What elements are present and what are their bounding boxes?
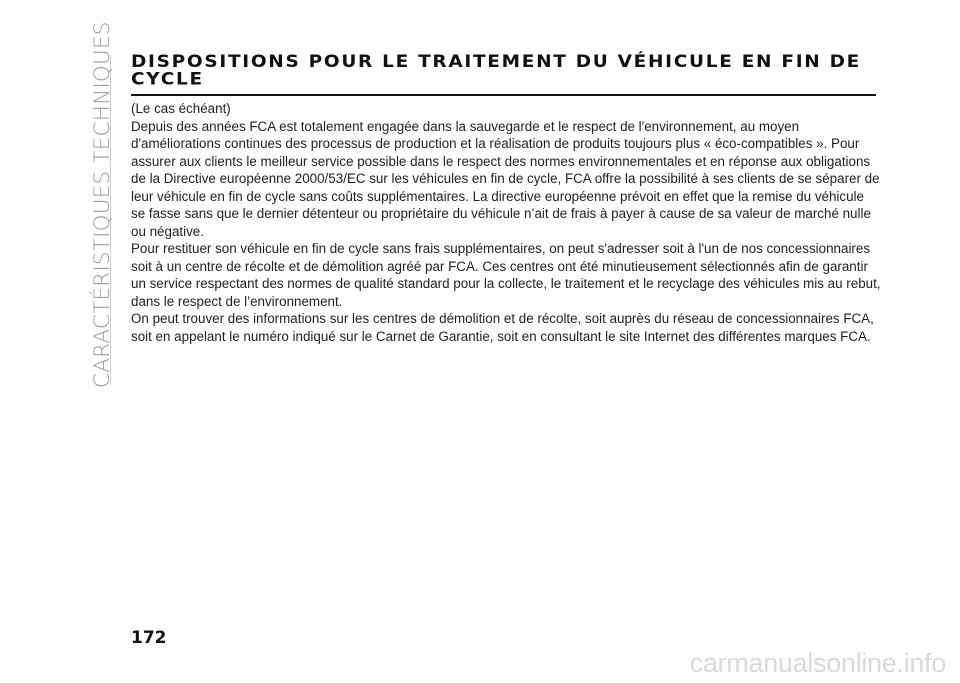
title-divider [131, 94, 876, 96]
page-title: DISPOSITIONS POUR LE TRAITEMENT DU VÉHICULE EN FIN DE CYCLE [131, 52, 862, 89]
paragraph-return: Pour restituer son véhicule en fin de cycle sans frais supplémentaires, on peut s'adresser soit à l'un de nos concessionnaires soit à un centre de récolte et de démolition agréé par FCA. Ces centres ont été minutieusement sélectionnés afin de garantir un service respectant des normes de qualité standard pour la collecte, le traitement et le recyclage des véhicules mis au rebut, dans le respect de l’environnement. [131, 241, 881, 309]
section-title-vertical: CARACTÉRISTIQUES TECHNIQUES [90, 21, 115, 388]
page-number: 172 [131, 628, 167, 648]
paragraph-commitment: Depuis des années FCA est totalement engagée dans la sauvegarde et le respect de l'environnement, au moyen d'améliorations continues des processus de production et la réalisation de produits toujours plus « éco-compatibles ». Pour assurer aux clients le meilleur service possible dans le respect des normes environnementales et en réponse aux obligations de la Directive européenne 2000/53/EC sur les véhicules en fin de cycle, FCA offre la possibilité à ses clients de se séparer de leur véhicule en fin de cycle sans coûts supplémentaires. La directive européenne prévoit en effet que la remise du véhicule se fasse sans que le dernier détenteur ou propriétaire du véhicule n’ait de frais à payer à cause de sa valeur de marché nulle ou négative. [131, 118, 880, 239]
watermark: carmanualsonline.info [689, 648, 946, 678]
paragraph-applicability: (Le cas échéant) [131, 101, 231, 116]
paragraph-information: On peut trouver des informations sur les centres de démolition et de récolte, soit auprès du réseau de concessionnaires FCA, soit en appelant le numéro indiqué sur le Carnet de Garantie, soit en consultant le site Internet des différentes marques FCA. [131, 311, 874, 344]
article-body [131, 100, 881, 345]
